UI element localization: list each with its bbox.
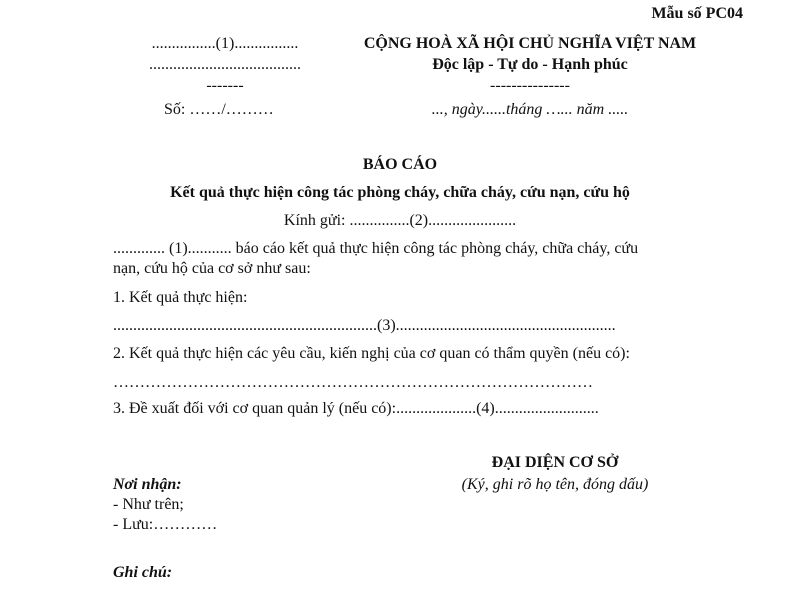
section-2-fill-line: ……………………………………………………………………………… — [113, 374, 593, 391]
document-number: Số: ……/……… — [164, 101, 274, 118]
intro-paragraph-line-2: nạn, cứu hộ của cơ sở như sau: — [113, 260, 311, 277]
signature-instruction: (Ký, ghi rõ họ tên, đóng dấu) — [461, 476, 649, 493]
document-date: ..., ngày......tháng …... năm ..... — [431, 101, 629, 118]
national-header-block — [330, 33, 730, 96]
recipients-label: Nơi nhận: — [113, 476, 182, 493]
report-subtitle: Kết quả thực hiện công tác phòng cháy, chữa cháy, cứu nạn, cứu hộ — [170, 184, 630, 201]
left-divider: ------- — [206, 77, 244, 94]
signature-title: ĐẠI DIỆN CƠ SỞ — [491, 454, 619, 471]
nation-name: CỘNG HOÀ XÃ HỘI CHỦ NGHĨA VIỆT NAM — [363, 35, 697, 52]
recipient-item: - Lưu:………… — [113, 516, 218, 533]
section-3-heading: 3. Đề xuất đối với cơ quan quản lý (nếu có):....................(4).......................... — [113, 400, 599, 417]
notes-label: Ghi chú: — [113, 564, 173, 581]
section-1-fill-line: ..................................................................(3)....................................................... — [113, 317, 616, 334]
issuing-organization-block — [130, 33, 320, 96]
intro-paragraph-line-1: ............. (1)........... báo cáo kết quả thực hiện công tác phòng cháy, chữa cháy, cứu — [113, 240, 639, 257]
recipient-item: - Như trên; — [113, 496, 184, 513]
section-2-heading: 2. Kết quả thực hiện các yêu cầu, kiến nghị của cơ quan có thẩm quyền (nếu có): — [113, 345, 630, 362]
organization-name-field-2: ...................................... — [149, 56, 301, 73]
right-divider: --------------- — [490, 77, 570, 94]
national-motto: Độc lập - Tự do - Hạnh phúc — [432, 56, 628, 73]
organization-name-field: ................(1)................ — [151, 35, 299, 52]
report-title: BÁO CÁO — [362, 156, 438, 173]
form-code: Mẫu số PC04 — [651, 5, 743, 22]
section-1-heading: 1. Kết quả thực hiện: — [113, 289, 248, 306]
addressee-line: Kính gửi: ...............(2)...................... — [283, 212, 517, 229]
